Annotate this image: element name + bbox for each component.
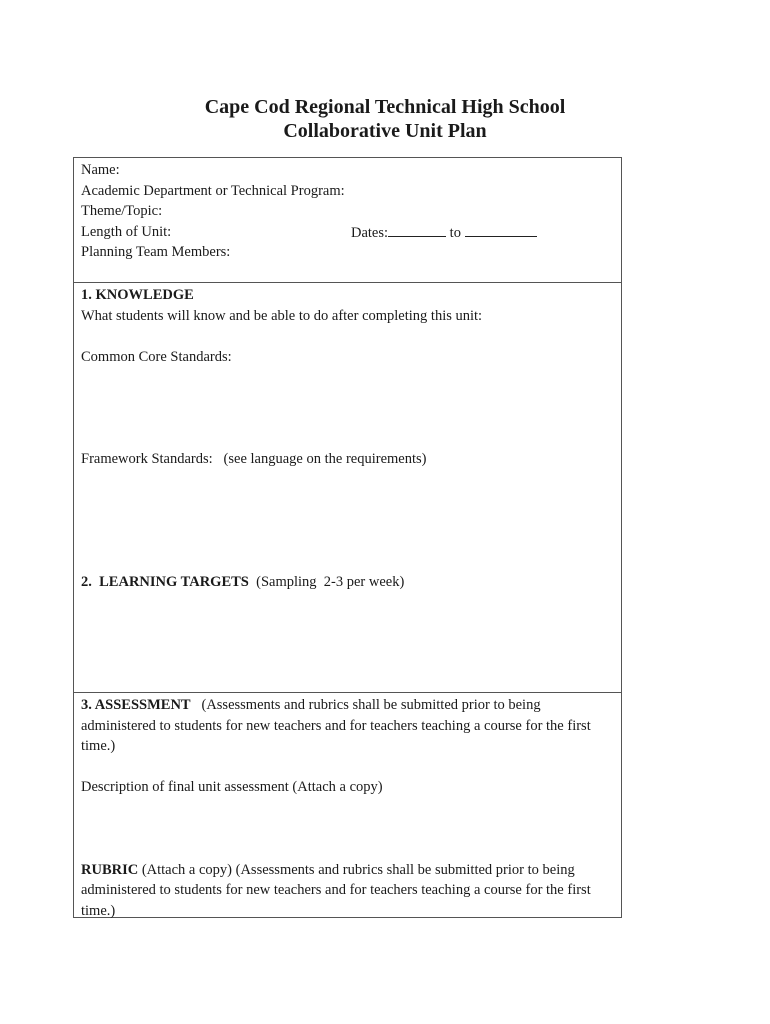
rubric-label: RUBRIC <box>81 861 139 878</box>
start-date-blank[interactable] <box>388 222 446 237</box>
rubric-note: (Attach a copy) (Assessments and rubrics shall be submitted prior to being administered to students for new teachers and for teachers teaching a course for the first time.) <box>81 861 591 919</box>
knowledge-heading: 1. KNOWLEDGE <box>81 287 194 303</box>
dates-field <box>351 222 537 244</box>
rubric-block <box>81 860 621 922</box>
length-field-label: Length of Unit: <box>81 223 172 240</box>
planning-team-label: Planning Team Members: <box>81 244 231 260</box>
final-assessment-label: Description of final unit assessment (Attach a copy) <box>81 779 383 795</box>
knowledge-prompt: What students will know and be able to do after completing this unit: <box>81 307 483 324</box>
learning-targets-row <box>81 572 621 593</box>
dates-label: Dates: <box>351 224 389 241</box>
header-section <box>74 158 621 283</box>
title-line-1: Cape Cod Regional Technical High School <box>204 96 566 118</box>
assessment-heading: 3. ASSESSMENT <box>81 697 191 713</box>
learning-targets-heading: 2. LEARNING TARGETS <box>81 573 249 590</box>
document-title <box>0 95 770 143</box>
department-field-label: Academic Department or Technical Program: <box>81 182 345 199</box>
assessment-section <box>74 693 621 917</box>
framework-label: Framework Standards: (see language on the requirements) <box>81 451 427 467</box>
assessment-intro <box>81 695 621 757</box>
dates-to-label: to <box>449 224 461 241</box>
knowledge-section <box>74 283 621 693</box>
learning-targets-note: (Sampling 2-3 per week) <box>256 573 405 590</box>
name-field-label: Name: <box>81 162 120 178</box>
length-row <box>81 222 621 243</box>
title-line-2: Collaborative Unit Plan <box>283 120 487 142</box>
common-core-label: Common Core Standards: <box>81 348 232 365</box>
end-date-blank[interactable] <box>465 222 537 237</box>
assessment-note: (Assessments and rubrics shall be submitted prior to being administered to students for new teachers and for teachers teaching a course for the first time.) <box>81 697 591 754</box>
theme-field-label: Theme/Topic: <box>81 203 163 219</box>
unit-plan-form <box>73 157 622 918</box>
